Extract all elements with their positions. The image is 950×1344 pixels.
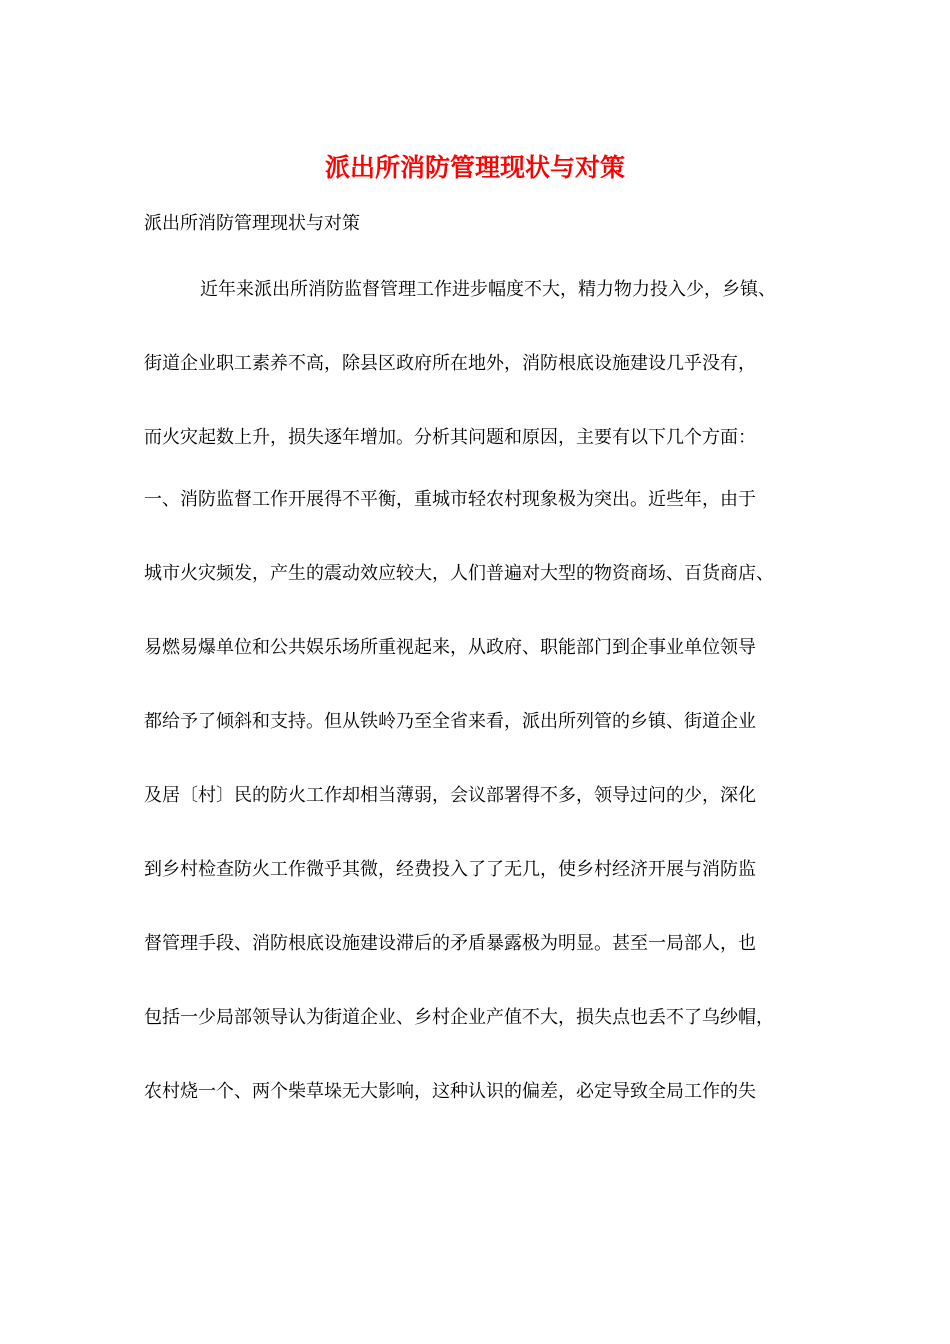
body-line: 一、消防监督工作开展得不平衡，重城市轻农村现象极为突出。近些年，由于 — [144, 489, 756, 510]
body-line: 近年来派出所消防监督管理工作进步幅度不大，精力物力投入少，乡镇、 — [200, 279, 776, 300]
body-line: 农村烧一个、两个柴草垛无大影响，这种认识的偏差，必定导致全局工作的失 — [144, 1081, 756, 1102]
body-line: 城市火灾频发，产生的震动效应较大，人们普遍对大型的物资商场、百货商店、 — [144, 563, 774, 584]
body-line: 街道企业职工素养不高，除县区政府所在地外，消防根底设施建设几乎没有， — [144, 353, 756, 374]
body-line: 包括一少局部领导认为街道企业、乡村企业产值不大，损失点也丢不了乌纱帽， — [144, 1007, 774, 1028]
body-line: 易燃易爆单位和公共娱乐场所重视起来，从政府、职能部门到企事业单位领导 — [144, 637, 756, 658]
document-subtitle: 派出所消防管理现状与对策 — [144, 213, 360, 234]
document-title: 派出所消防管理现状与对策 — [324, 153, 625, 182]
body-line: 都给予了倾斜和支持。但从铁岭乃至全省来看，派出所列管的乡镇、街道企业 — [144, 711, 756, 732]
body-line: 到乡村检查防火工作微乎其微，经费投入了了无几，使乡村经济开展与消防监 — [144, 859, 756, 880]
body-line: 及居〔村〕民的防火工作却相当薄弱，会议部署得不多，领导过问的少，深化 — [144, 785, 756, 806]
body-line: 督管理手段、消防根底设施建设滞后的矛盾暴露极为明显。甚至一局部人，也 — [144, 933, 756, 954]
body-line: 而火灾起数上升，损失逐年增加。分析其问题和原因，主要有以下几个方面： — [144, 427, 756, 448]
